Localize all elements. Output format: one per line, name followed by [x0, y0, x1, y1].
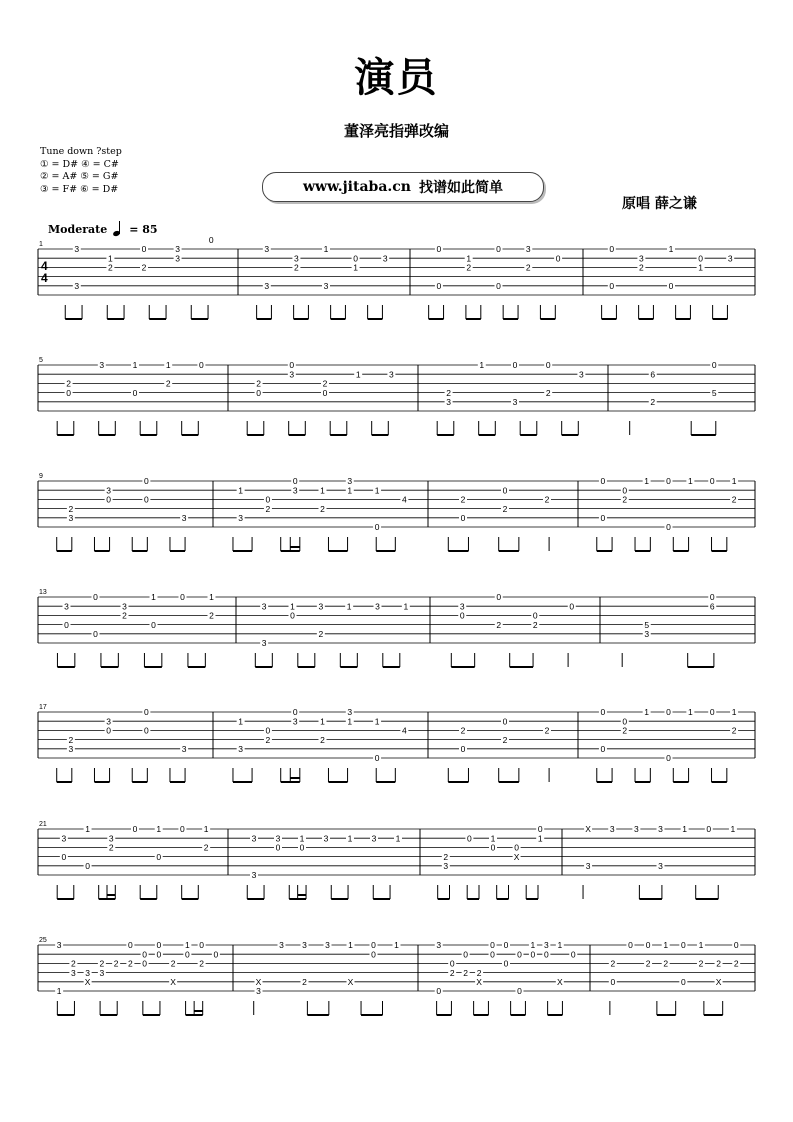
- fret-number: 3: [122, 601, 127, 612]
- fret-number: 2: [544, 494, 550, 505]
- fret-number: 2: [108, 842, 114, 853]
- fret-number: 0: [514, 842, 519, 853]
- fret-number: 3: [279, 940, 284, 951]
- fret-number: 1: [479, 360, 485, 371]
- fret-number: 0: [93, 592, 98, 603]
- fret-number: 3: [371, 833, 377, 844]
- time-signature-top: 4: [41, 259, 48, 274]
- fret-number: 0: [142, 949, 147, 960]
- fret-number: 3: [639, 253, 644, 264]
- fret-number: 1: [698, 262, 703, 273]
- fret-number: 1: [203, 824, 209, 835]
- fret-number: 3: [294, 253, 299, 264]
- fret-number: 3: [644, 629, 650, 639]
- fret-number: 1: [299, 833, 305, 844]
- fret-number: 2: [322, 378, 328, 389]
- fret-number: 0: [213, 949, 219, 960]
- fret-number: 0: [490, 842, 496, 853]
- fret-number: 0: [199, 940, 204, 951]
- fret-number: 1: [403, 601, 409, 612]
- fret-number: 0: [530, 949, 536, 960]
- fret-number: 3: [525, 244, 531, 255]
- fret-number: 0: [517, 949, 522, 960]
- fret-number: 0: [292, 476, 298, 487]
- fret-number: 3: [68, 513, 74, 523]
- fret-number: 3: [318, 601, 324, 612]
- fret-number: 0: [496, 244, 501, 255]
- fret-number: 1: [346, 601, 352, 612]
- fret-number: 2: [525, 262, 531, 273]
- fret-number: 3: [609, 824, 615, 835]
- fret-number: 2: [463, 967, 469, 978]
- fret-number: 3: [347, 476, 353, 487]
- fret-number: 2: [68, 734, 74, 745]
- fret-number: 3: [71, 967, 76, 978]
- arranger-subtitle: 董泽亮指弹改编: [343, 122, 449, 140]
- measure-number: 5: [39, 357, 43, 364]
- fret-number: 0: [680, 940, 686, 951]
- fret-number: 0: [543, 949, 549, 960]
- fret-number: 2: [209, 610, 214, 621]
- fret-number: 2: [622, 494, 628, 505]
- fret-number: 1: [238, 485, 244, 496]
- fret-number: 0: [156, 949, 162, 960]
- fret-number: 0: [666, 522, 671, 533]
- time-signature-bottom: 4: [41, 271, 48, 286]
- fret-number: 2: [731, 725, 737, 736]
- fret-number: 3: [446, 397, 451, 407]
- fret-number: 0: [132, 824, 138, 835]
- fret-number: 0: [64, 619, 69, 630]
- fret-number: 3: [106, 485, 111, 496]
- fret-number: 2: [99, 958, 105, 969]
- fret-number: 1: [698, 940, 704, 951]
- fret-number: 0: [265, 494, 271, 505]
- fret-number: 0: [180, 592, 185, 603]
- fret-number: 0: [600, 707, 606, 718]
- fret-number: 2: [532, 619, 538, 630]
- fret-number: 0: [600, 476, 606, 487]
- fret-number: 5: [711, 387, 717, 398]
- fret-number: 0: [144, 476, 149, 487]
- fret-number: 0: [449, 958, 455, 969]
- fret-number: 0: [460, 513, 466, 523]
- fret-number: 0: [517, 986, 522, 997]
- fret-number: 2: [128, 958, 133, 969]
- fret-number: 2: [645, 958, 651, 969]
- fret-number: 0: [503, 958, 509, 969]
- fret-number: 0: [85, 861, 90, 871]
- fret-number: 2: [320, 503, 325, 514]
- fret-number: 1: [347, 716, 353, 727]
- fret-number: 1: [290, 601, 295, 612]
- fret-number: 0: [609, 281, 615, 291]
- fret-number: 2: [165, 378, 171, 389]
- fret-number: 0: [463, 949, 469, 960]
- fret-number: 0: [61, 851, 67, 862]
- fret-number: 3: [85, 967, 90, 978]
- measure-number: 21: [39, 821, 47, 828]
- fret-number: 3: [261, 638, 267, 649]
- fret-number: 1: [355, 369, 361, 380]
- fret-number: 1: [644, 476, 650, 487]
- fret-number: 0: [141, 244, 147, 255]
- fret-number: 0: [371, 940, 376, 951]
- fret-number: 3: [108, 833, 114, 844]
- fret-number: X: [84, 977, 91, 987]
- fret-number: 2: [108, 262, 113, 273]
- fret-number: 3: [181, 744, 187, 754]
- fret-number: 0: [199, 360, 204, 371]
- fret-number: 0: [265, 725, 271, 736]
- fret-number: 1: [165, 360, 171, 371]
- fret-number: 0: [569, 601, 575, 612]
- fret-number: 0: [93, 629, 98, 639]
- fret-number: X: [476, 977, 482, 987]
- fret-number: 1: [537, 833, 543, 844]
- fret-number: 0: [711, 360, 717, 371]
- fret-number: 0: [709, 707, 715, 718]
- fret-number: X: [585, 824, 591, 835]
- fret-number: 2: [71, 958, 76, 969]
- fret-number: 1: [132, 360, 138, 371]
- fret-number: 0: [622, 485, 628, 496]
- fret-number: 2: [199, 958, 204, 969]
- fret-number: 3: [658, 824, 663, 835]
- fret-number: 0: [680, 977, 686, 987]
- fret-number: X: [170, 977, 176, 987]
- fret-number: 3: [74, 244, 80, 255]
- fret-number: 1: [156, 824, 162, 835]
- fret-number: 3: [99, 360, 105, 371]
- fret-number: 3: [727, 253, 733, 264]
- fret-number: 2: [113, 958, 119, 969]
- fret-number: 3: [633, 824, 639, 835]
- fret-number: 1: [108, 253, 113, 264]
- fret-number: 3: [325, 940, 330, 951]
- fret-number: 1: [490, 833, 496, 844]
- fret-number: 3: [256, 986, 261, 997]
- fret-number: 3: [261, 601, 267, 612]
- fret-number: 2: [610, 958, 616, 969]
- fret-number: 2: [716, 958, 721, 969]
- fret-number: 0: [545, 360, 551, 371]
- fret-number: 1: [394, 940, 399, 951]
- fret-number: 0: [532, 610, 538, 621]
- fret-number: 2: [203, 842, 209, 853]
- fret-number: 1: [320, 485, 325, 496]
- fret-number: 2: [460, 725, 466, 736]
- fret-number: 0: [106, 494, 111, 505]
- fret-number: 3: [264, 281, 270, 291]
- measure-number: 25: [39, 937, 47, 944]
- fret-number: 0: [66, 387, 71, 398]
- fret-number: 3: [543, 940, 549, 951]
- fret-number: X: [255, 977, 262, 987]
- fret-number: 3: [106, 716, 111, 727]
- fret-number: 1: [663, 940, 669, 951]
- fret-number: 0: [436, 244, 442, 255]
- tuning-title: Tune down ?step: [40, 146, 122, 157]
- fret-number: 2: [502, 503, 508, 514]
- fret-number: 0: [256, 387, 261, 398]
- fret-number: 0: [666, 476, 671, 487]
- fret-number: 1: [687, 476, 693, 487]
- fret-number: 0: [289, 360, 295, 371]
- fret-number: 0: [467, 833, 472, 844]
- fret-number: 0: [503, 940, 509, 951]
- fret-number: 0: [322, 387, 328, 398]
- fret-number: 3: [251, 833, 257, 844]
- fret-number: 0: [502, 716, 508, 727]
- fret-number: 1: [731, 476, 737, 487]
- fret-number: 0: [290, 610, 295, 621]
- fret-number: 0: [668, 281, 674, 291]
- fret-number: 3: [459, 601, 465, 612]
- fret-number: 1: [668, 244, 674, 255]
- fret-number: 1: [347, 485, 353, 496]
- fret-number: 0: [709, 592, 715, 603]
- fret-number: 0: [156, 851, 162, 862]
- fret-number: 1: [238, 716, 244, 727]
- fret-number: 0: [666, 753, 671, 764]
- fret-number: 1: [682, 824, 688, 835]
- fret-number: 3: [64, 601, 69, 612]
- fret-number: 0: [185, 949, 190, 960]
- fret-number: 0: [436, 986, 442, 997]
- fret-number: 1: [353, 262, 358, 273]
- fret-number: 2: [66, 378, 71, 389]
- fret-number: 0: [609, 244, 615, 255]
- fret-number: 0: [496, 592, 502, 603]
- fret-number: 0: [490, 940, 495, 951]
- fret-number: 2: [650, 397, 656, 407]
- tuning-line: ③ = F# ⑥ = D#: [40, 183, 119, 195]
- fret-number: 1: [209, 592, 214, 603]
- fret-number: 0: [144, 707, 149, 718]
- fret-number: 0: [132, 387, 138, 398]
- fret-number: 0: [570, 949, 576, 960]
- fret-number: 3: [436, 940, 442, 951]
- fret-number: 0: [698, 253, 703, 264]
- fret-number: 0: [106, 725, 111, 736]
- fret-number: 1: [730, 824, 736, 835]
- fret-number: 2: [446, 387, 451, 398]
- tuning-line: ① = D# ④ = C#: [40, 158, 119, 170]
- fret-number: 0: [666, 707, 671, 718]
- fret-number: 0: [709, 476, 715, 487]
- fret-number: 0: [706, 824, 712, 835]
- fret-number: 1: [348, 940, 353, 951]
- fret-number: 0: [144, 725, 149, 736]
- fret-number: 0: [292, 707, 298, 718]
- fret-number: 0: [142, 958, 147, 969]
- fret-number: 3: [375, 601, 380, 612]
- fret-number: 3: [61, 833, 67, 844]
- fret-number: 0: [371, 949, 376, 960]
- fret-number: 2: [476, 967, 482, 978]
- fret-number: 0: [299, 842, 305, 853]
- fret-number: 0: [374, 753, 380, 764]
- fret-number: 1: [151, 592, 156, 603]
- fret-number: 2: [265, 734, 271, 745]
- fret-number: 0: [600, 744, 606, 754]
- fret-number: 6: [709, 601, 715, 612]
- measure-number: 13: [39, 589, 47, 596]
- measure-number: 17: [39, 704, 47, 711]
- fret-number: 3: [238, 744, 244, 754]
- fret-number: 3: [175, 244, 180, 255]
- fret-number: 0: [151, 619, 156, 630]
- fret-number: 3: [658, 861, 663, 871]
- fret-number: 1: [56, 986, 62, 997]
- fret-number: 2: [496, 619, 502, 630]
- fret-number: 3: [74, 281, 80, 291]
- fret-number: 3: [289, 369, 295, 380]
- fret-number: 0: [622, 716, 628, 727]
- fret-number: 2: [502, 734, 508, 745]
- fret-number: 2: [320, 734, 325, 745]
- fret-number: 0: [555, 253, 561, 264]
- fret-number: 2: [698, 958, 704, 969]
- fret-number: X: [715, 977, 722, 987]
- fret-number: 2: [122, 610, 127, 621]
- fret-number: 3: [579, 369, 584, 380]
- fret-number: 2: [68, 503, 74, 514]
- fret-number: 0: [512, 360, 518, 371]
- fret-number: 0: [490, 949, 495, 960]
- fret-number: 0: [460, 744, 466, 754]
- fret-number: 0: [628, 940, 633, 951]
- fret-number: 2: [318, 629, 324, 639]
- fret-number: 1: [320, 716, 325, 727]
- tempo-label: Moderate: [48, 222, 108, 236]
- fret-number: 3: [68, 744, 74, 754]
- fret-number: 2: [622, 725, 628, 736]
- fret-number: 2: [256, 378, 261, 389]
- tempo-value: = 85: [129, 222, 158, 236]
- fret-number: 0: [374, 522, 380, 533]
- fret-number: 3: [264, 244, 270, 255]
- fret-number: 3: [382, 253, 388, 264]
- fret-number: 1: [557, 940, 563, 951]
- fret-number: 1: [644, 707, 650, 718]
- fret-number: 2: [443, 851, 449, 862]
- measure-number: 1: [39, 241, 43, 248]
- fret-number: 3: [302, 940, 307, 951]
- fret-number: 1: [347, 833, 353, 844]
- fret-number: 3: [181, 513, 187, 523]
- fret-number: 4: [401, 725, 407, 736]
- fret-number: 2: [731, 494, 737, 505]
- fret-number: 0: [733, 940, 739, 951]
- fret-number: 5: [644, 619, 650, 630]
- fret-number: 1: [85, 824, 90, 835]
- fret-number: 1: [374, 485, 380, 496]
- fret-number: 2: [460, 494, 466, 505]
- fret-number: 3: [292, 485, 298, 496]
- fret-number: 3: [56, 940, 62, 951]
- fret-number: 0: [537, 824, 543, 835]
- fret-number: 1: [687, 707, 693, 718]
- fret-number: 3: [512, 397, 518, 407]
- fret-number: 2: [545, 387, 551, 398]
- fret-number: 2: [466, 262, 472, 273]
- fret-number: 0: [436, 281, 442, 291]
- measure-number: 9: [39, 473, 43, 480]
- fret-number: 1: [185, 940, 190, 951]
- fret-number: 3: [99, 967, 105, 978]
- fret-number: 2: [733, 958, 739, 969]
- fret-number: 3: [238, 513, 244, 523]
- fret-number: 4: [401, 494, 407, 505]
- fret-number: 2: [170, 958, 176, 969]
- fret-number: 3: [443, 861, 449, 871]
- fret-number: 1: [395, 833, 401, 844]
- fret-number: 1: [731, 707, 737, 718]
- fret-number: 2: [639, 262, 644, 273]
- tuning-line: ② = A# ⑤ = G#: [40, 171, 119, 182]
- fret-number: 2: [663, 958, 669, 969]
- site-url[interactable]: www.jitaba.cn: [303, 179, 411, 195]
- fret-number: 3: [323, 281, 329, 291]
- fret-number: 0: [156, 940, 162, 951]
- fret-number: 0: [180, 824, 185, 835]
- fret-number: 2: [544, 725, 550, 736]
- fret-number: 2: [294, 262, 299, 273]
- fret-number: 1: [323, 244, 329, 255]
- fret-number: 3: [347, 707, 353, 718]
- original-singer: 原唱 薛之谦: [622, 196, 697, 212]
- fret-number: X: [513, 851, 520, 862]
- fret-number: 0: [645, 940, 651, 951]
- fret-number: 2: [141, 262, 147, 273]
- fret-number: 0: [128, 940, 133, 951]
- fret-number: 0: [144, 494, 149, 505]
- fret-number: 0: [496, 281, 501, 291]
- fret-number: 0: [275, 842, 281, 853]
- fret-number: 1: [530, 940, 536, 951]
- song-title: 演员: [354, 55, 439, 101]
- fret-number: 3: [389, 369, 394, 380]
- fret-number: 6: [650, 369, 656, 380]
- fret-number: 3: [251, 870, 257, 881]
- fret-number: 0: [610, 977, 616, 987]
- fret-number: X: [347, 977, 354, 987]
- fret-number: 0: [353, 253, 358, 264]
- fret-number: 1: [466, 253, 472, 264]
- fret-number: X: [556, 977, 563, 987]
- fret-number: 2: [265, 503, 271, 514]
- fret-number: 3: [275, 833, 281, 844]
- fret-number: 0: [208, 235, 214, 245]
- fret-number: 2: [449, 967, 455, 978]
- fret-number: 3: [175, 253, 180, 264]
- fret-number: 3: [585, 861, 591, 871]
- fret-number: 3: [292, 716, 298, 727]
- site-slogan: 找谱如此简单: [418, 180, 503, 196]
- fret-number: 0: [459, 610, 465, 621]
- fret-number: 2: [302, 977, 307, 987]
- fret-number: 0: [600, 513, 606, 523]
- fret-number: 1: [374, 716, 380, 727]
- fret-number: 0: [502, 485, 508, 496]
- fret-number: 3: [323, 833, 329, 844]
